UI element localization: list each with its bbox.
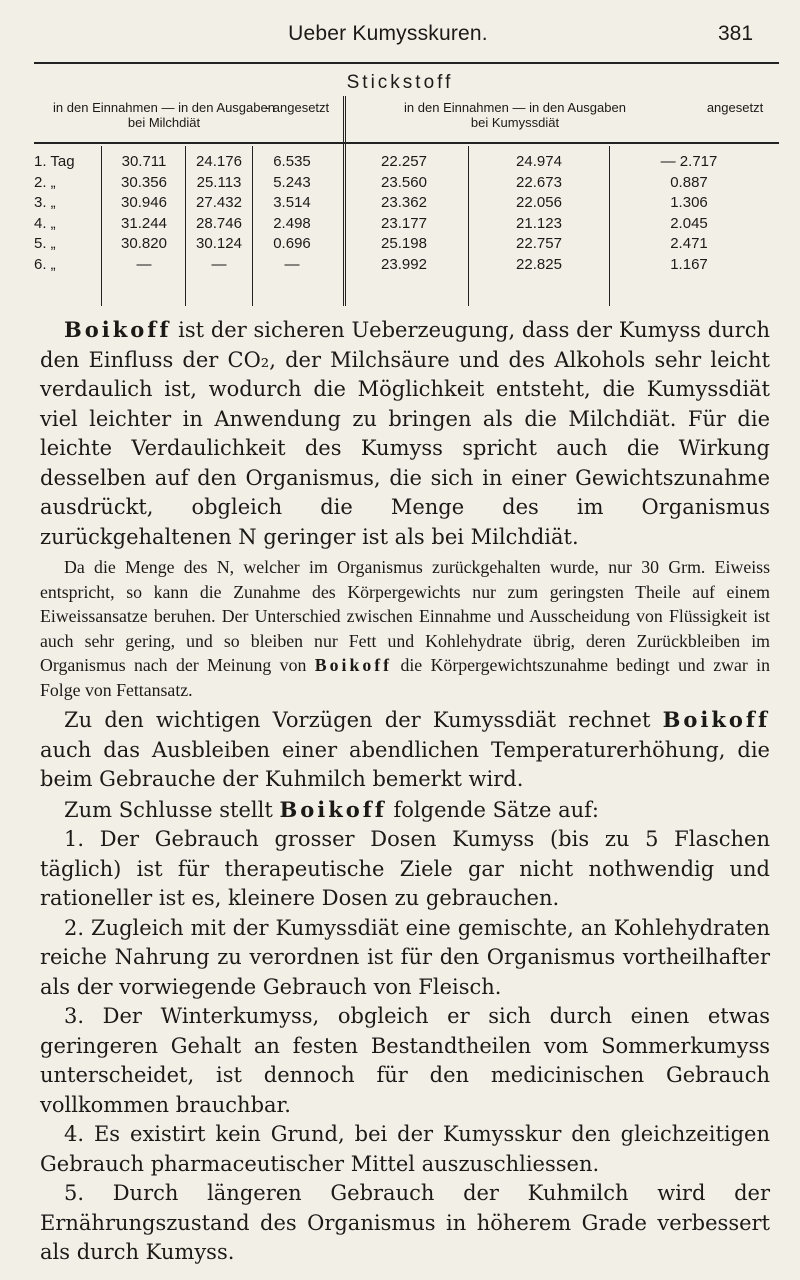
table-cell-m-out: 30.124: [196, 235, 242, 252]
table-cell-k-ang: 2.045: [670, 214, 708, 232]
table-row: [34, 234, 779, 254]
thesis-4: 4. Es existirt kein Grund, bei der Kumysskur den gleichzeitigen Gebrauch pharmaceutischer Mittel auszuschliessen.: [40, 1122, 770, 1176]
paragraph-text: folgende Sätze auf:: [386, 797, 599, 822]
table-cell-m-in: 30.820: [121, 235, 167, 252]
table-cell-m-out: 27.432: [196, 194, 242, 211]
table-cell-day: 5. „: [34, 235, 56, 252]
kumyss-diet-header: [350, 100, 680, 130]
table-cell-k-out: 21.123: [516, 214, 562, 232]
author-name: Boikoff: [279, 796, 387, 822]
table-cell-day: 2. „: [34, 173, 56, 191]
author-name: Boikoff: [64, 317, 172, 342]
table-cell-k-out: 22.673: [516, 173, 562, 191]
table-cell-k-ang: — 2.717: [660, 153, 718, 170]
header-ausgaben-milk: — in den Ausgaben: [161, 100, 275, 115]
table-cell-m-in: 31.244: [121, 214, 167, 232]
table-cell-m-out: —: [211, 255, 227, 273]
table-cell-k-in: 22.257: [381, 153, 427, 170]
table-header-rule: [34, 142, 779, 144]
table-cell-m-in: 30.946: [121, 194, 167, 211]
header-angesetzt-kumyss: angesetzt: [706, 100, 764, 115]
header-ausgaben-kumyss: — in den Ausgaben: [512, 100, 626, 115]
table-cell-k-ang: 1.306: [670, 194, 708, 211]
table-cell-m-out: 24.176: [196, 153, 242, 170]
header-angesetzt-milk: - angesetzt: [264, 100, 330, 115]
paragraph: [40, 705, 770, 795]
table-cell-m-ang: 3.514: [273, 194, 311, 211]
table-cell-m-out: 28.746: [196, 214, 242, 232]
thesis-5: 5. Durch längeren Gebrauch der Kuhmilch wird der Ernährungszustand des Organismus in höherem Grade verbessert als durch Kumyss.: [40, 1181, 770, 1264]
table-row: [34, 152, 779, 172]
page-number: 381: [718, 22, 754, 45]
table-cell-m-in: 30.711: [121, 153, 167, 170]
table-title: Stickstoff: [346, 72, 454, 93]
table-row: [34, 214, 779, 234]
thesis-1: 1. Der Gebrauch grosser Dosen Kumyss (bis zu 5 Flaschen täglich) ist für therapeutische Ziele gar nicht nothwendig und rationeller ist es, kleinere Dosen zu gebrauchen.: [40, 827, 770, 910]
table-cell-m-ang: 0.696: [273, 235, 311, 252]
header-einnahmen-milk: in den Einnahmen: [53, 100, 158, 115]
table-cell-m-ang: —: [284, 255, 300, 273]
table-row: [34, 255, 779, 275]
table-cell-k-ang: 1.167: [670, 255, 708, 273]
author-name: Boikoff: [314, 655, 393, 675]
table-cell-m-in: 30.356: [121, 173, 167, 191]
body-text: [40, 315, 770, 1268]
running-title: Ueber Kumysskuren.: [288, 22, 488, 45]
table-cell-day: 3. „: [34, 194, 56, 211]
table-cell-k-ang: 2.471: [670, 235, 708, 252]
paragraph: [40, 315, 770, 552]
table-cell-day: 1. Tag: [34, 153, 75, 170]
table-cell-m-ang: 5.243: [273, 173, 311, 191]
table-cell-m-ang: 6.535: [273, 153, 311, 170]
paragraph-small: [40, 555, 770, 702]
table-cell-m-in: —: [136, 255, 152, 273]
paragraph-text: ist der sicheren Ueberzeugung, dass der Kumyss durch den Einfluss der CO₂, der Milchsäure und des Alkohols sehr leicht verdaulich ist, wodurch die Möglichkeit entsteht, die Kumyssdiät viel leichter in Anwendung zu bringen als die Milchdiät. Für die leichte Verdaulichkeit des Kumyss spricht auch die Wirkung desselben auf den Organismus, die sich in einer Gewichtszunahme ausdrückt, obgleich die Menge des im Organismus zurückgehaltenen N geringer ist als bei Milchdiät.: [40, 318, 770, 549]
stickstoff-table: [34, 152, 779, 302]
table-top-rule: [34, 62, 779, 64]
table-cell-m-out: 25.113: [196, 173, 242, 191]
table-cell-k-out: 22.056: [516, 194, 562, 211]
table-cell-k-out: 22.757: [516, 235, 562, 252]
thesis-3: 3. Der Winterkumyss, obgleich er sich durch einen etwas geringeren Gehalt an festen Bestandtheilen vom Sommerkumyss unterscheidet, ist dennoch für den medicinischen Gebrauch vollkommen brauchbar.: [40, 1004, 770, 1117]
table-cell-day: 6. „: [34, 255, 56, 273]
paragraph-text: die Körpergewichtszunahme bedingt und zwar in Folge von Fettansatz.: [40, 655, 770, 700]
table-row: [34, 193, 779, 213]
table-cell-k-in: 23.560: [381, 173, 427, 191]
header-diet-kumyss: bei Kumyssdiät: [470, 115, 560, 130]
paragraph: [40, 795, 770, 826]
table-cell-k-ang: 0.887: [670, 173, 708, 191]
table-cell-k-in: 23.992: [381, 255, 427, 273]
running-head: [0, 22, 800, 52]
table-cell-m-ang: 2.498: [273, 214, 311, 232]
table-cell-k-in: 23.177: [381, 214, 427, 232]
table-cell-day: 4. „: [34, 214, 56, 232]
author-name: Boikoff: [662, 707, 770, 732]
table-row: [34, 173, 779, 193]
table-cell-k-in: 23.362: [381, 194, 427, 211]
header-einnahmen-kumyss: in den Einnahmen: [404, 100, 509, 115]
header-diet-milk: bei Milchdiät: [127, 115, 201, 130]
paragraph-text: Zum Schlusse stellt: [64, 797, 280, 822]
paragraph-text: Da die Menge des N, welcher im Organismus zurückgehalten wurde, nur 30 Grm. Eiweiss entspricht, so kann die Zunahme des Körpergewichts nur zum geringsten Theile auf einem Eiweissansatze beruhen. Der Unterschied zwischen Einnahme und Ausscheidung von Flüssigkeit ist auch sehr gering, und so bleiben nur Fett und Kohlehydrate übrig, deren Zurückbleiben im Organismus nach der Meinung von: [40, 557, 770, 675]
thesis-2: 2. Zugleich mit der Kumyssdiät eine gemischte, an Kohlehydraten reiche Nahrung zu verordnen ist für den Organismus vortheilhafter als der vorwiegende Gebrauch von Fleisch.: [40, 915, 770, 999]
table-cell-k-in: 25.198: [381, 235, 427, 252]
table-cell-k-out: 22.825: [516, 255, 562, 273]
table-cell-k-out: 24.974: [516, 153, 562, 170]
paragraph-text: Zu den wichtigen Vorzügen der Kumyssdiät rechnet: [64, 708, 663, 732]
paragraph-text: auch das Ausbleiben einer abendlichen Temperaturerhöhung, die beim Gebrauche der Kuhmilch bemerkt wird.: [40, 737, 770, 791]
